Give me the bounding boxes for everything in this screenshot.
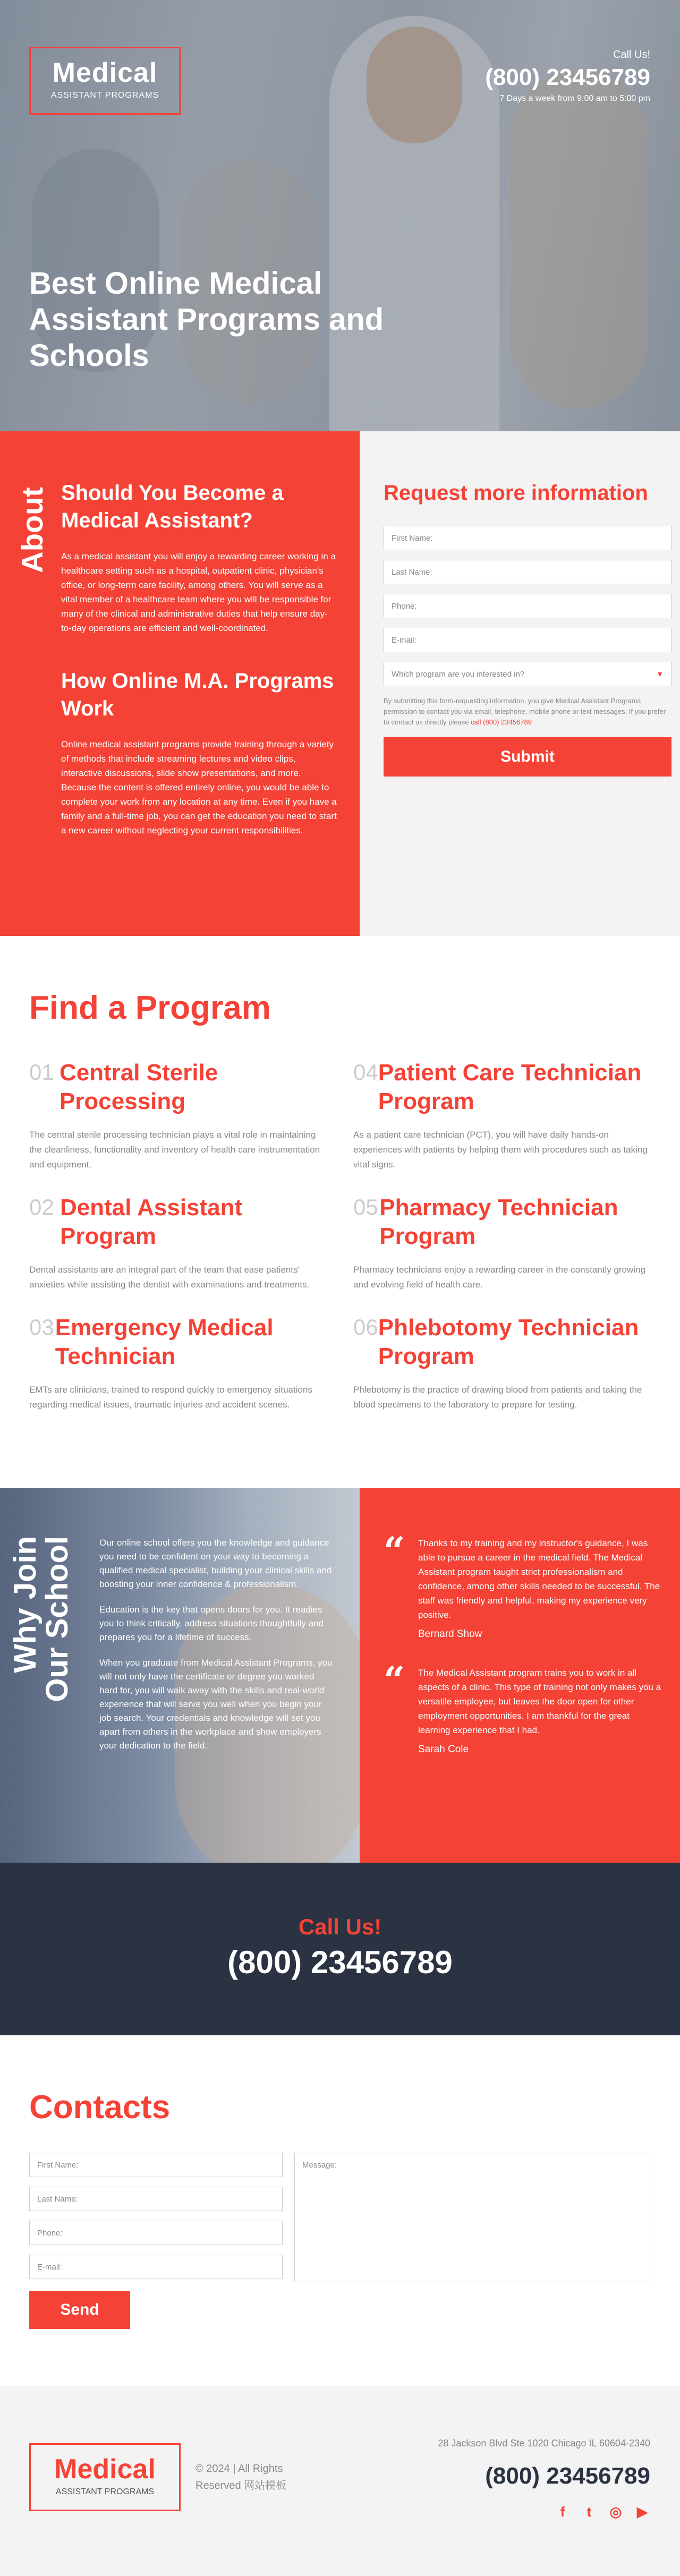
program-description: As a patient care technician (PCT), you will have daily hands-on experiences with patients by helping them with procedures such as taking vital signs. (353, 1130, 648, 1170)
program-description: Pharmacy technicians enjoy a rewarding career in the constantly growing and evolving field of health care. (353, 1265, 645, 1290)
testimonial-author: Sarah Cole (418, 1744, 469, 1755)
program-item[interactable] (29, 1059, 327, 1172)
program-item[interactable] (29, 1193, 327, 1292)
note-phone-link[interactable]: call (800) 23456789 (471, 718, 532, 726)
chevron-down-icon: ▼ (656, 670, 664, 678)
about-paragraph-1: As a medical assistant you will enjoy a rewarding career working in a healthcare setting such as a hospital, outpatient clinic, physician's office, or long-term care facility, among others. You will serve as a vital member of a healthcare team where you will be responsible for many of the clinical and administrative duties that help ensure day-to-day operations are efficient and well-coordinated. (61, 551, 336, 633)
request-form (360, 431, 680, 936)
program-description: EMTs are clinicians, trained to respond quickly to emergency situations regarding medical issues, traumatic injuries and accident scenes. (29, 1385, 312, 1410)
about-vertical-label: About (15, 487, 49, 573)
program-title[interactable]: Pharmacy Technician Program (379, 1195, 618, 1249)
first-name-field[interactable]: First Name: (384, 526, 672, 550)
program-description: Phlebotomy is the practice of drawing blood from patients and taking the blood specimens to the laboratory to prepare for testing. (353, 1385, 642, 1410)
header-contact (485, 49, 650, 104)
footer-logo-title: Medical (54, 2454, 156, 2485)
about-section (0, 431, 680, 936)
quote-icon: “ (384, 1658, 405, 1702)
footer-address: 28 Jackson Blvd Ste 1020 Chicago IL 60604-2340 (438, 2438, 650, 2449)
contact-form (29, 2153, 651, 2329)
why-join-text (99, 1536, 333, 1764)
logo-title: Medical (52, 57, 158, 88)
contacts-section (0, 2035, 680, 2386)
footer-logo-subtitle: ASSISTANT PROGRAMS (55, 2487, 155, 2496)
about-panel (0, 431, 360, 936)
testimonial-text: The Medical Assistant program trains you to work in all aspects of a clinic. This type of training not only makes you a versatile employee, but leaves the door open for other employment opportunities. I am thankful for the great learning experience that I had. (418, 1668, 661, 1735)
contacts-title: Contacts (29, 2089, 171, 2126)
footer (0, 2386, 680, 2576)
program-number: 06 (353, 1315, 378, 1340)
contact-first-name-field[interactable]: First Name: (29, 2153, 283, 2177)
testimonial (384, 1658, 664, 1755)
hero-section (0, 0, 680, 431)
quote-icon: “ (384, 1529, 405, 1573)
header-phone-link[interactable]: (800) 23456789 (485, 64, 650, 90)
instagram-icon[interactable]: ◎ (609, 2504, 622, 2520)
why-paragraph-3: When you graduate from Medical Assistant Programs, you will not only have the certificate or degree you worked hard for, you will walk away with the skills and real-world experience that will serve you well when you begin your job search. Your credentials and knowledge will set you apart from others in the workplace and show employers your dedication to the field. (99, 1658, 333, 1751)
why-paragraph-2: Education is the key that opens doors for you. It readies you to think critically, address situations thoughtfully and prepares you for a lifetime of success. (99, 1605, 324, 1642)
why-join-vertical-label: Why Join Our School (8, 1536, 74, 1702)
twitter-icon[interactable]: t (586, 2504, 592, 2520)
hero-headline: Best Online Medical Assistant Programs and Schools (29, 266, 384, 373)
call-us-phone-link[interactable]: (800) 23456789 (227, 1944, 453, 1980)
program-item[interactable] (29, 1313, 327, 1412)
find-program-title: Find a Program (29, 990, 271, 1026)
program-number: 01 (29, 1060, 54, 1085)
about-heading-2: How Online M.A. Programs Work (61, 669, 334, 720)
social-links (555, 2504, 650, 2520)
youtube-icon[interactable]: ▶ (637, 2504, 648, 2520)
last-name-field[interactable]: Last Name: (384, 560, 672, 584)
program-title[interactable]: Dental Assistant Program (60, 1195, 243, 1249)
why-join-panel (0, 1488, 360, 1863)
program-number: 03 (29, 1315, 54, 1340)
program-description: Dental assistants are an integral part of the team that ease patients' anxieties while assisting the dentist with examinations and treatments. (29, 1265, 310, 1290)
send-button[interactable]: Send (29, 2291, 130, 2329)
about-heading-1: Should You Become a Medical Assistant? (61, 481, 284, 532)
facebook-icon[interactable]: f (560, 2504, 565, 2520)
program-list (29, 1059, 651, 1434)
program-title[interactable]: Phlebotomy Technician Program (378, 1315, 639, 1369)
email-field[interactable]: E-mail: (384, 628, 672, 652)
phone-field[interactable]: Phone: (384, 594, 672, 618)
consent-note: By submitting this form-requesting information, you give Medical Assistant Programs permission to contact you via email, telephone, mobile phone or text messages. If you prefer to contact us directly please call (800) 23456789 (384, 697, 666, 726)
program-title[interactable]: Patient Care Technician Program (378, 1060, 642, 1114)
find-program-section (0, 936, 680, 1488)
program-title[interactable]: Emergency Medical Technician (55, 1315, 274, 1369)
footer-logo[interactable] (29, 2443, 181, 2511)
site-logo[interactable] (29, 47, 181, 115)
testimonial-author: Bernard Show (418, 1628, 482, 1640)
testimonial-text: Thanks to my training and my instructor's guidance, I was able to pursue a career in the medical field. The Medical Assistant program taught strict professionalism and confidence, among other skills needed to be successful. The staff was friendly and helpful, making my experience very positive. (418, 1538, 660, 1620)
program-number: 05 (353, 1195, 378, 1219)
program-title[interactable]: Central Sterile Processing (59, 1060, 218, 1114)
submit-button[interactable]: Submit (384, 737, 672, 777)
message-textarea[interactable]: Message: (294, 2153, 650, 2281)
program-item[interactable] (353, 1313, 651, 1412)
call-label: Call Us! (613, 49, 650, 61)
opening-hours: 7 Days a week from 9:00 am to 5:00 pm (499, 94, 650, 103)
program-number: 04 (353, 1060, 378, 1085)
why-join-section (0, 1488, 680, 1863)
contact-phone-field[interactable]: Phone: (29, 2221, 283, 2245)
program-item[interactable] (353, 1193, 651, 1292)
why-paragraph-1: Our online school offers you the knowledge and guidance you need to be confident on your way to becoming a qualified medical specialist, building your clinical skills and boosting your inner confidence & professionalism. (99, 1538, 332, 1589)
testimonial (384, 1529, 664, 1640)
call-us-section (0, 1863, 680, 2035)
program-item[interactable] (353, 1059, 651, 1172)
call-us-label: Call Us! (298, 1914, 382, 1939)
testimonials-panel (360, 1488, 680, 1863)
logo-subtitle: ASSISTANT PROGRAMS (50, 91, 159, 100)
about-paragraph-2: Online medical assistant programs provide training through a variety of methods that include streaming lectures and video clips, interactive discussions, slide show presentations, and more. Because the content is offered entirely online, you would be able to complete your work from any location at any time. Even if you have a family and a full-time job, you can get the education you need to start a new career without neglecting your current responsibilities. (61, 739, 337, 835)
footer-phone-link[interactable]: (800) 23456789 (485, 2463, 650, 2489)
request-form-title: Request more information (384, 481, 648, 505)
copyright: © 2024 | All Rights Reserved 网站模板 (196, 2463, 287, 2492)
contact-last-name-field[interactable]: Last Name: (29, 2187, 283, 2211)
program-select[interactable]: Which program are you interested in? ▼ (384, 662, 672, 686)
program-description: The central sterile processing technician plays a vital role in maintaining the cleanliness, functionality and inventory of health care instrumentation and equipment. (29, 1130, 320, 1170)
program-number: 02 (29, 1195, 54, 1219)
contact-email-field[interactable]: E-mail: (29, 2255, 283, 2279)
